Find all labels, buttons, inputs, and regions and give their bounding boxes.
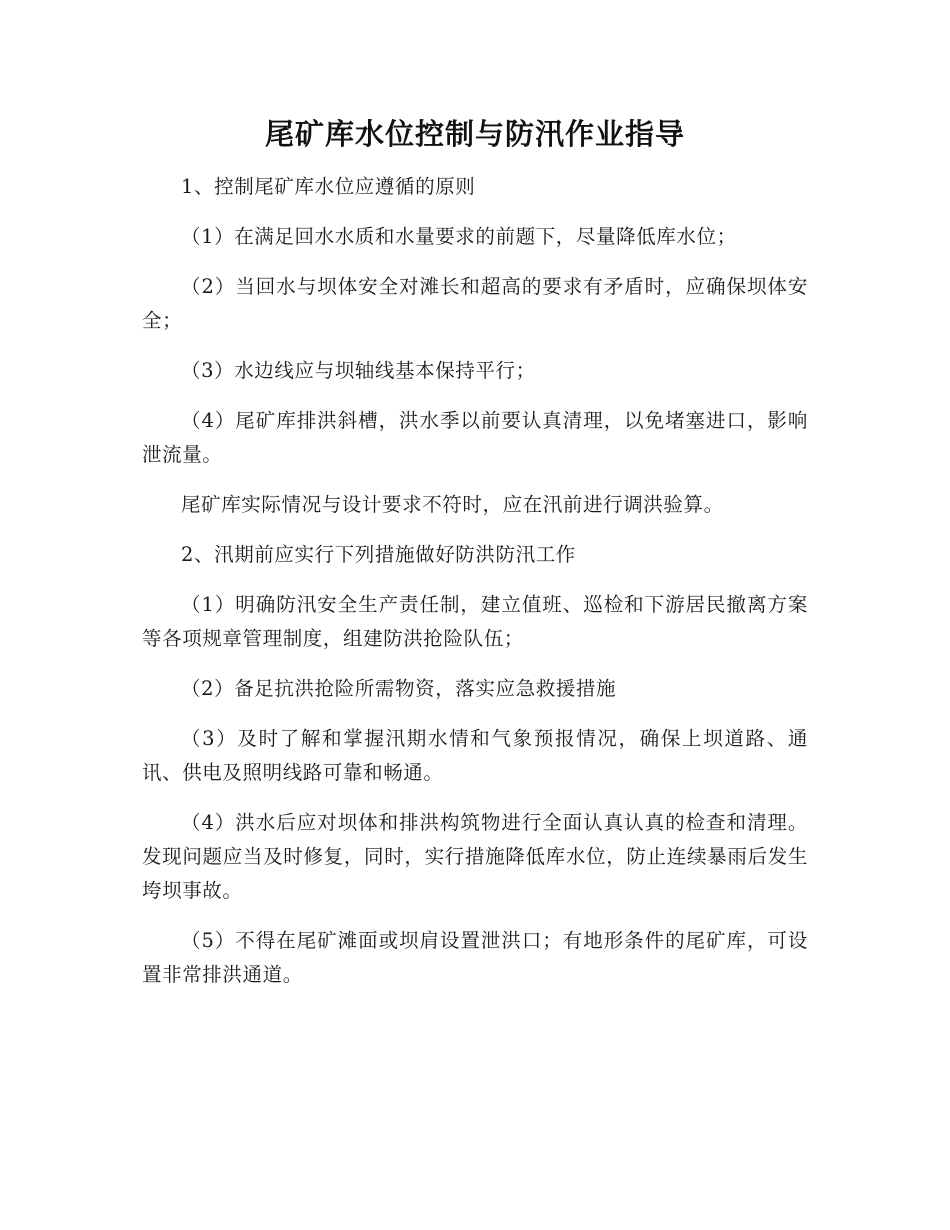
- paragraph-measure-3: （3）及时了解和掌握汛期水情和气象预报情况，确保上坝道路、通讯、供电及照明线路可靠和畅通。: [142, 727, 808, 784]
- paragraph-principle-2: （2）当回水与坝体安全对滩长和超高的要求有矛盾时，应确保坝体安全；: [142, 275, 808, 332]
- paragraph-measure-5: （5）不得在尾矿滩面或坝肩设置泄洪口；有地形条件的尾矿库，可设置非常排洪通道。: [142, 929, 808, 986]
- paragraph-principle-1: （1）在满足回水水质和水量要求的前题下，尽量降低库水位；: [181, 225, 737, 248]
- section-heading-1: 1、控制尾矿库水位应遵循的原则: [181, 175, 476, 198]
- paragraph-measure-4: （4）洪水后应对坝体和排洪构筑物进行全面认真认真的检查和清理。发现问题应当及时修复，同时，实行措施降低库水位，防止连续暴雨后发生垮坝事故。: [142, 811, 808, 902]
- paragraph-principle-3: （3）水边线应与坝轴线基本保持平行；: [181, 359, 536, 382]
- section-heading-2: 2、汛期前应实行下列措施做好防洪防汛工作: [181, 543, 576, 566]
- paragraph-measure-2: （2）备足抗洪抢险所需物资，落实应急救援措施: [181, 677, 617, 700]
- paragraph-note: 尾矿库实际情况与设计要求不符时，应在汛前进行调洪验算。: [181, 493, 724, 516]
- paragraph-measure-1: （1）明确防汛安全生产责任制，建立值班、巡检和下游居民撤离方案等各项规章管理制度，组建防洪抢险队伍；: [142, 593, 808, 650]
- document-title: 尾矿库水位控制与防汛作业指导: [264, 117, 685, 151]
- paragraph-principle-4: （4）尾矿库排洪斜槽，洪水季以前要认真清理，以免堵塞进口，影响泄流量。: [142, 409, 808, 466]
